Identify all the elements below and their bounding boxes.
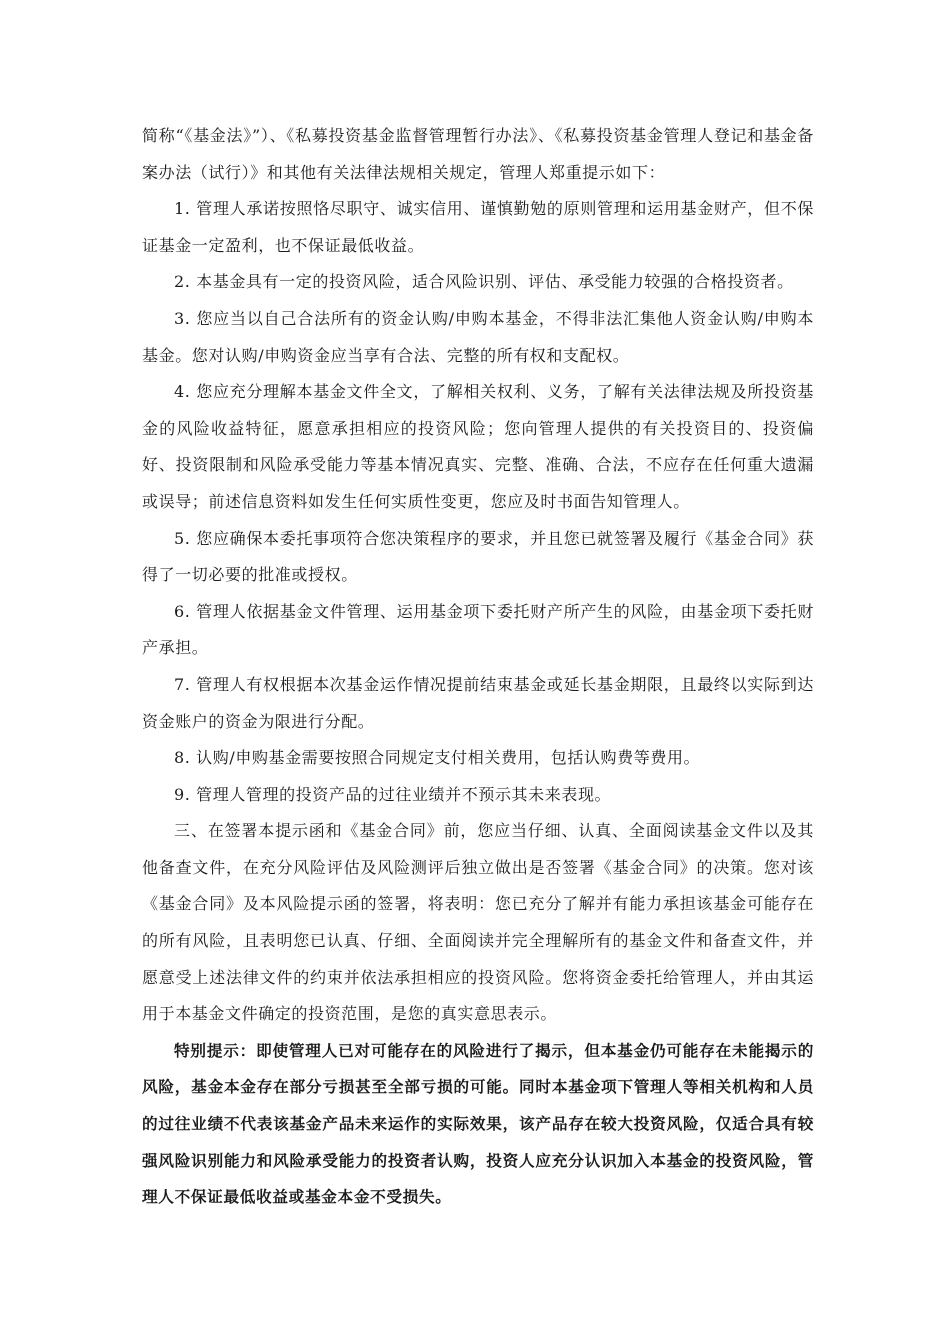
document-body	[142, 118, 814, 1216]
special-notice-paragraph: 特别提示：即使管理人已对可能存在的风险进行了揭示，但本基金仍可能存在未能揭示的风险，基金本金存在部分亏损甚至全部亏损的可能。同时本基金项下管理人等相关机构和人员的过往业绩不代表该基金产品未来运作的实际效果，该产品存在较大投资风险，仅适合具有较强风险识别能力和风险承受能力的投资者认购，投资人应充分认识加入本基金的投资风险，管理人不保证最低收益或基金本金不受损失。	[142, 1041, 814, 1207]
notice-item-8: 8. 认购/申购基金需要按照合同规定支付相关费用，包括认购费等费用。	[174, 748, 701, 768]
notice-item-7: 7. 管理人有权根据本次基金运作情况提前结束基金或延长基金期限，且最终以实际到达资金账户的资金为限进行分配。	[142, 674, 814, 731]
intro-paragraph: 简称“《基金法》”）、《私募投资基金监督管理暂行办法》、《私募投资基金管理人登记和基金备案办法（试行）》和其他有关法律法规相关规定，管理人郑重提示如下：	[142, 126, 814, 182]
notice-item-5: 5. 您应确保本委托事项符合您决策程序的要求，并且您已就签署及履行《基金合同》获得了一切必要的批准或授权。	[142, 528, 814, 585]
notice-item-4: 4. 您应充分理解本基金文件全文，了解相关权利、义务，了解有关法律法规及所投资基金的风险收益特征，愿意承担相应的投资风险；您向管理人提供的有关投资目的、投资偏好、投资限制和风险承受能力等基本情况真实、完整、准确、合法，不应存在任何重大遗漏或误导；前述信息资料如发生任何实质性变更，您应及时书面告知管理人。	[142, 382, 814, 511]
notice-item-9: 9. 管理人管理的投资产品的过往业绩并不预示其未来表现。	[174, 784, 612, 804]
section-three-paragraph: 三、在签署本提示函和《基金合同》前，您应当仔细、认真、全面阅读基金文件以及其他备查文件，在充分风险评估及风险测评后独立做出是否签署《基金合同》的决策。您对该《基金合同》及本风险提示函的签署，将表明：您已充分了解并有能力承担该基金可能存在的所有风险，且表明您已认真、仔细、全面阅读并完全理解所有的基金文件和备查文件，并愿意受上述法律文件的约束并依法承担相应的投资风险。您将资金委托给管理人，并由其运用于本基金文件确定的投资范围，是您的真实意思表示。	[142, 821, 814, 1024]
notice-item-6: 6. 管理人依据基金文件管理、运用基金项下委托财产所产生的风险，由基金项下委托财产承担。	[142, 601, 814, 658]
notice-item-2: 2. 本基金具有一定的投资风险，适合风险识别、评估、承受能力较强的合格投资者。	[174, 272, 794, 292]
notice-item-3: 3. 您应当以自己合法所有的资金认购/申购本基金，不得非法汇集他人资金认购/申购本基金。您对认购/申购资金应当享有合法、完整的所有权和支配权。	[142, 308, 814, 365]
notice-item-1: 1. 管理人承诺按照恪尽职守、诚实信用、谨慎勤勉的原则管理和运用基金财产，但不保证基金一定盈利，也不保证最低收益。	[142, 199, 814, 255]
